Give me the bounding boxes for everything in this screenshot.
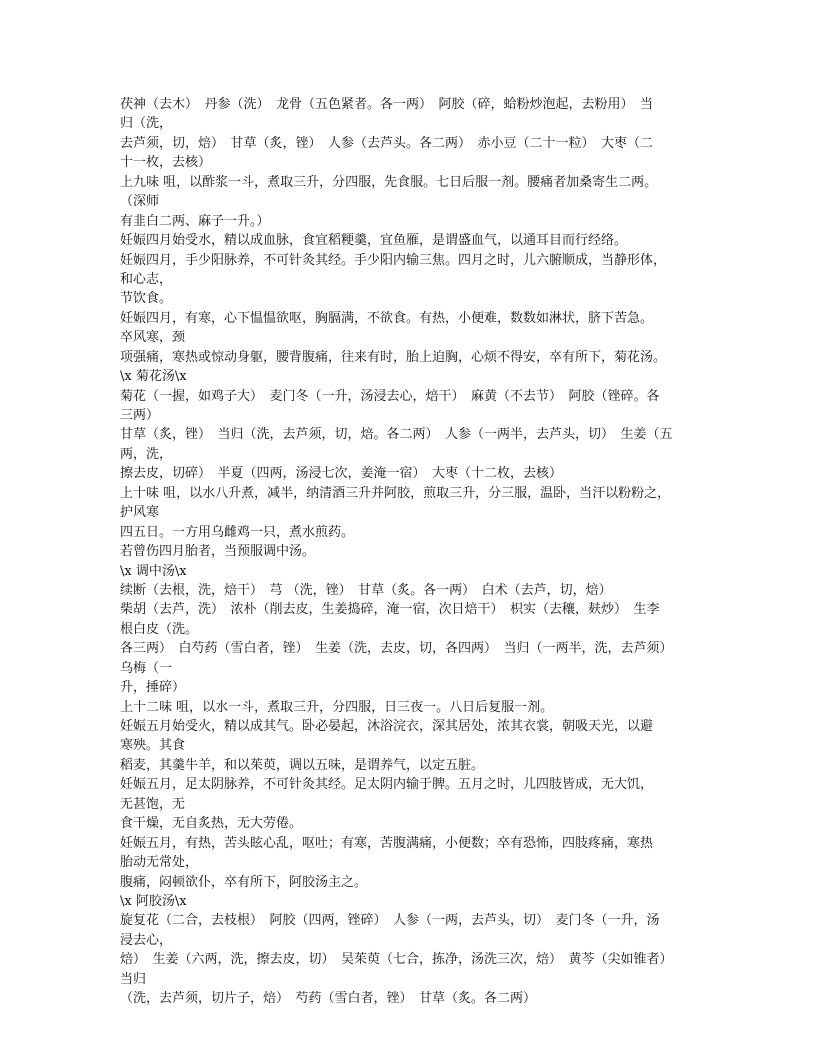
text-line: 妊娠五月始受火，精以成其气。卧必晏起，沐浴浣衣，深其居处，浓其衣裳，朝吸天光，以避 bbox=[120, 719, 654, 734]
text-line: 擦去皮，切碎） 半夏（四两，汤浸七次，姜淹一宿） 大枣（十二枚，去核） bbox=[120, 466, 563, 482]
text-line: 无甚饱，无 bbox=[120, 796, 186, 812]
text-line: 腹痛，闷顿欲仆，卒有所下，阿胶汤主之。 bbox=[120, 874, 368, 890]
text-line: 十一枚，去核） bbox=[120, 155, 212, 171]
text-line: 续断（去根，洗，焙干） 芎 （洗，锉） 甘草（炙。各一两） 白术（去芦，切，焙） bbox=[120, 582, 612, 598]
text-line: 归（洗， bbox=[120, 116, 173, 132]
text-line: 菊花（一握，如鸡子大） 麦门冬（一升，汤浸去心，焙干） 麻黄（不去节） 阿胶（锉碎。各 bbox=[120, 388, 660, 404]
text-line: \x 阿胶汤\x bbox=[120, 893, 187, 909]
text-line: 胎动无常处， bbox=[120, 855, 199, 871]
text-line: 乌梅（一 bbox=[120, 660, 173, 676]
text-line: 若曾伤四月胎者，当预服调中汤。 bbox=[120, 544, 316, 560]
text-line: 旋复花（二合，去枝根） 阿胶（四两，锉碎） 人参（一两，去芦头，切） 麦门冬（一升，汤 bbox=[120, 913, 660, 929]
text-line: 和心志， bbox=[120, 271, 173, 287]
text-line: （洗，去芦须，切片子，焙） 芍药（雪白者，锉） 甘草（炙。各二两） bbox=[120, 991, 537, 1007]
text-line: 上九味 咀，以酢浆一斗，煮取三升，分四服，先食服。七日后服一剂。腰痛者加桑寄生二两。 bbox=[120, 174, 658, 190]
text-line: 茯神（去木） 丹参（洗） 龙骨（五色紧者。各一两） 阿胶（碎，蛤粉炒泡起，去粉用） 当 bbox=[120, 97, 654, 112]
text-line: 稻麦，其羹牛羊，和以茱萸，调以五味，是谓养气，以定五脏。 bbox=[120, 757, 485, 773]
text-line: 柴胡（去芦，洗） 浓朴（削去皮，生姜捣碎，淹一宿，次日焙干） 枳实（去穰，麸炒） 生李 bbox=[120, 602, 660, 618]
text-line: 四五日。一方用乌雌鸡一只，煮水煎药。 bbox=[120, 524, 355, 540]
text-line: 妊娠五月，足太阴脉养，不可针灸其经。足太阴内输于脾。五月之时，儿四肢皆成，无大饥， bbox=[120, 777, 654, 793]
text-line: 根白皮（洗。 bbox=[120, 621, 199, 637]
text-line: \x 菊花汤\x bbox=[120, 369, 187, 385]
text-line: 护风寒 bbox=[120, 505, 160, 521]
text-line: 妊娠四月，有寒，心下愠愠欲呕，胸膈满，不欲食。有热，小便难，数数如淋状，脐下苦急。 bbox=[120, 310, 654, 326]
text-line: 卒风寒，颈 bbox=[120, 330, 186, 346]
text-line: 妊娠五月，有热，苦头眩心乱，呕吐；有寒，苦腹满痛，小便数；卒有恐怖，四肢疼痛，寒热 bbox=[120, 835, 654, 851]
text-line: 妊娠四月始受水，精以成血脉，食宜稻粳羹，宜鱼雁，是谓盛血气，以通耳目而行经络。 bbox=[120, 233, 628, 249]
text-line: 两，洗， bbox=[120, 446, 173, 462]
text-line: （深师 bbox=[120, 194, 160, 210]
text-line: 节饮食。 bbox=[120, 291, 173, 307]
text-line: 当归 bbox=[120, 971, 147, 987]
text-line: 三两） bbox=[120, 408, 160, 423]
text-line: 去芦须，切，焙） 甘草（炙，锉） 人参（去芦头。各二两） 赤小豆（二十一粒） 大枣（二 bbox=[120, 135, 654, 151]
text-line: 项强痛，寒热或惊动身躯，腰背腹痛，往来有时，胎上迫胸，心烦不得安，卒有所下，菊花汤。 bbox=[120, 349, 667, 365]
document-page bbox=[120, 95, 705, 1009]
text-line: \x 调中汤\x bbox=[120, 563, 187, 579]
text-line: 升，捶碎） bbox=[120, 680, 186, 696]
text-line: 有韭白二两、麻子一升。） bbox=[120, 213, 270, 229]
text-line: 上十二味 咀，以水一斗，煮取三升，分四服，日三夜一。八日后复服一剂。 bbox=[120, 699, 554, 715]
text-line: 各三两） 白芍药（雪白者，锉） 生姜（洗，去皮，切，各四两） 当归（一两半，洗，去芦须） bbox=[120, 641, 673, 657]
text-line: 食干燥，无自炙热，无大劳倦。 bbox=[120, 816, 303, 832]
text-line: 甘草（炙，锉） 当归（洗，去芦须，切，焙。各二两） 人参（一两半，去芦头，切） 生姜（五 bbox=[120, 427, 673, 443]
text-line: 妊娠四月，手少阳脉养，不可针灸其经。手少阳内输三焦。四月之时，儿六腑顺成，当静形体， bbox=[120, 252, 667, 268]
text-line: 浸去心， bbox=[120, 932, 173, 948]
text-line: 焙） 生姜（六两，洗，擦去皮，切） 吴茱萸（七合，拣净，汤洗三次，焙） 黄芩（尖如锥者） bbox=[120, 952, 673, 968]
text-line: 寒殃。其食 bbox=[120, 738, 186, 754]
text-line: 上十味 咀，以水八升煮，减半，纳清酒三升并阿胶，煎取三升，分三服，温卧，当汗以粉粉之， bbox=[120, 485, 671, 501]
